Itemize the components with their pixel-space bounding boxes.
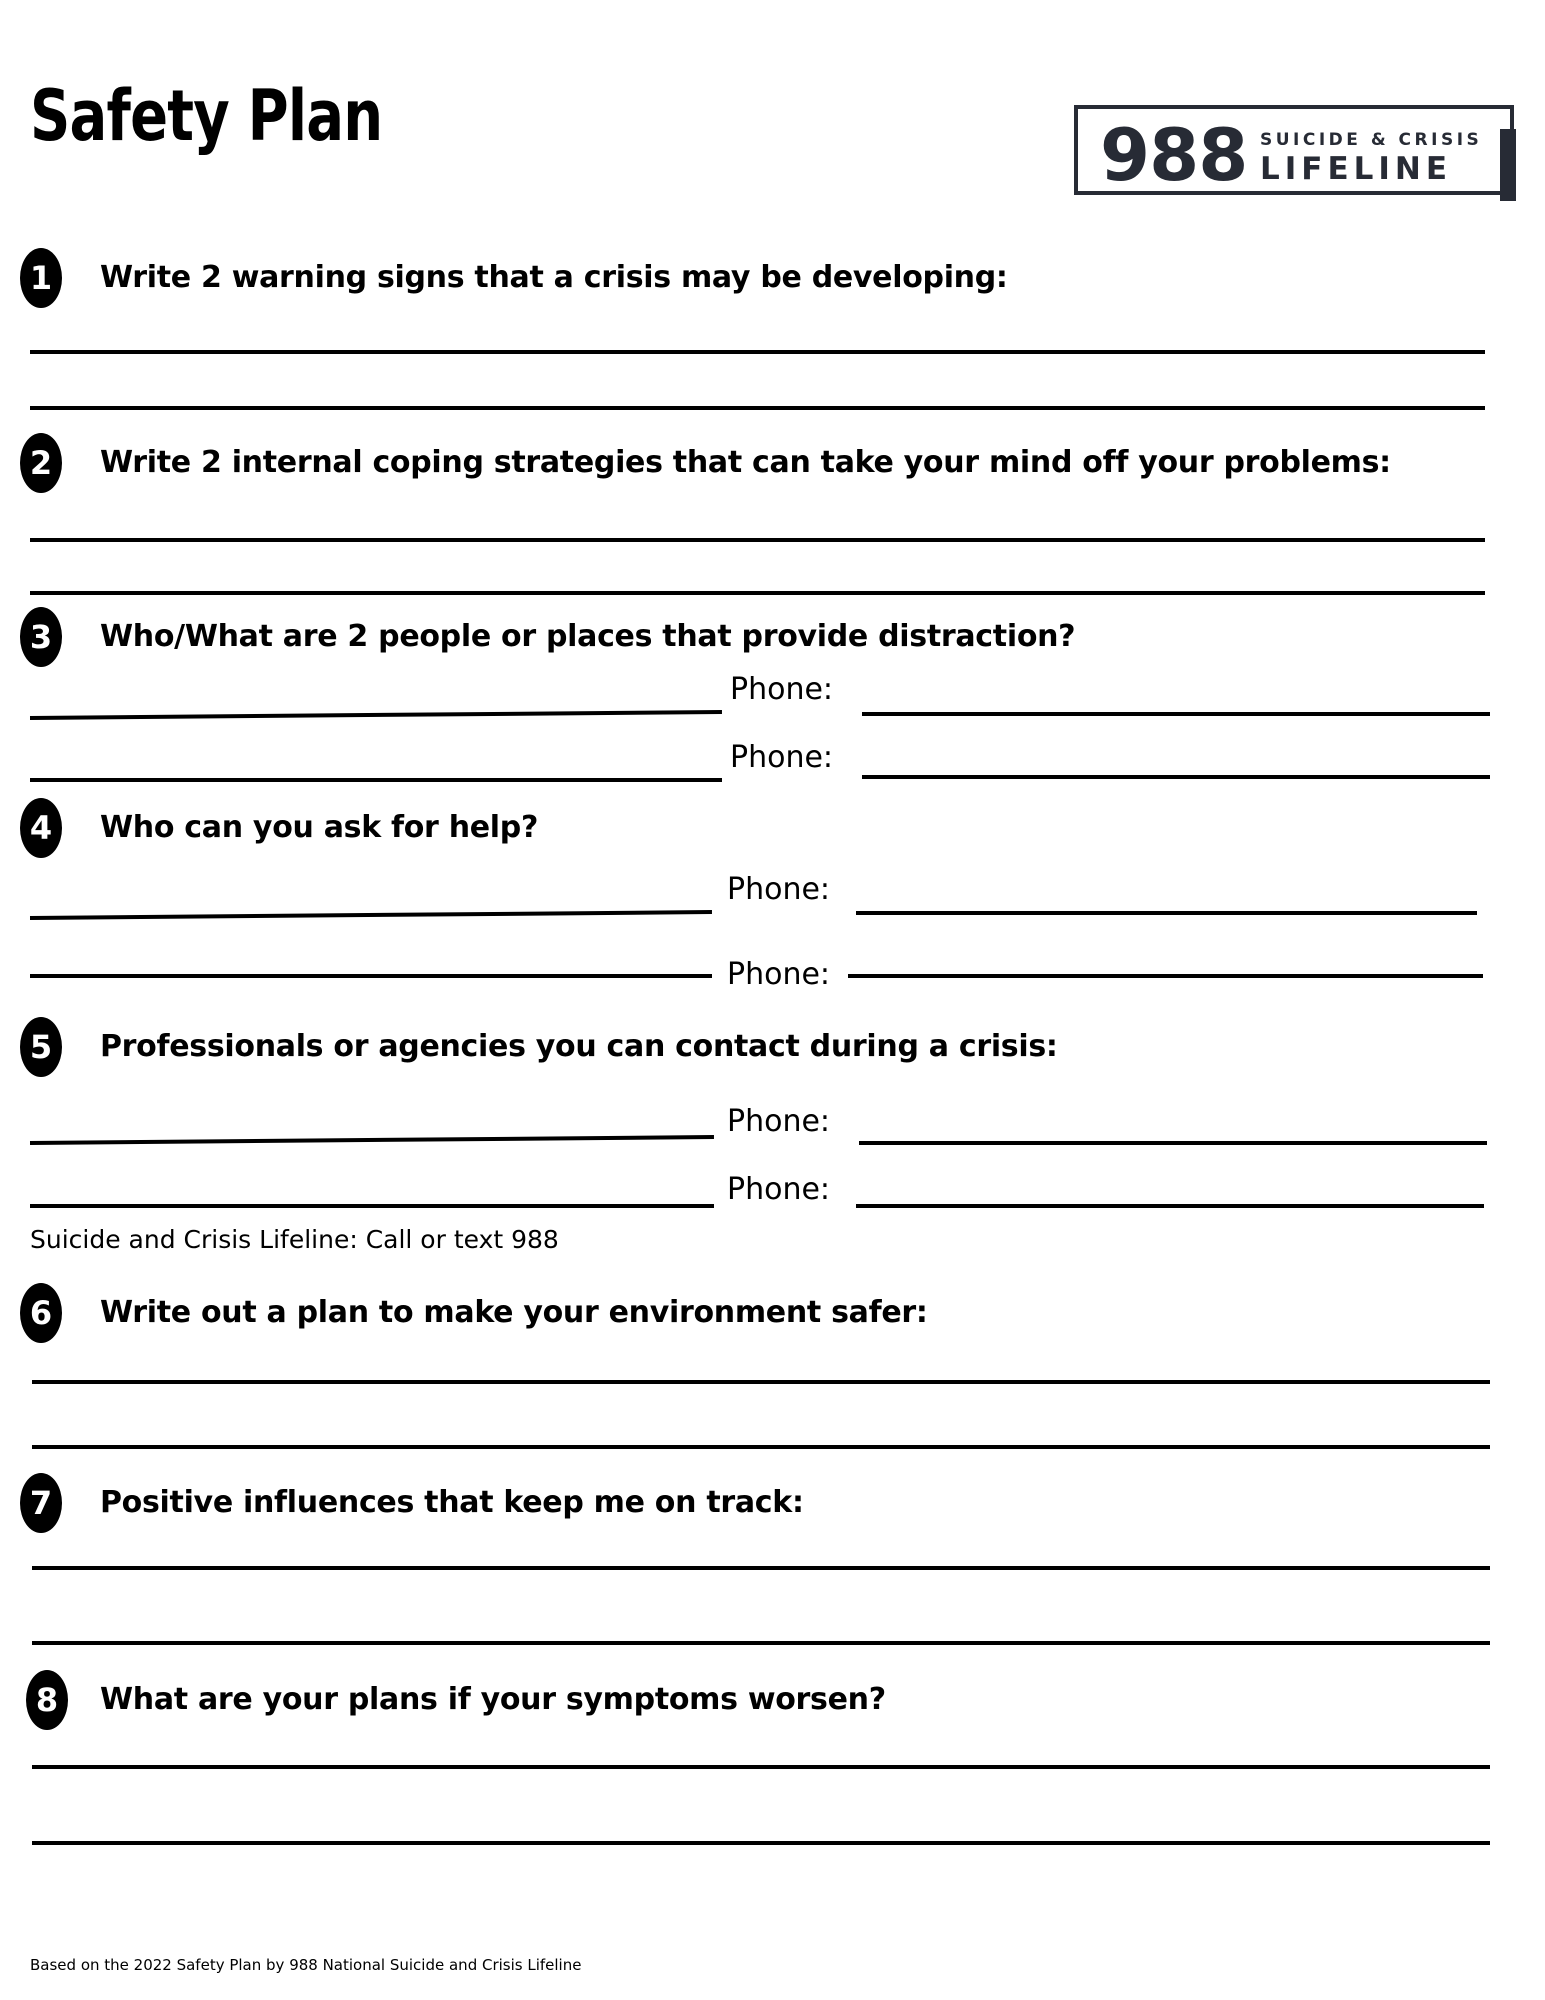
item-3-heading: Who/What are 2 people or places that provide distraction?: [100, 619, 1076, 654]
name-line: [30, 710, 722, 720]
name-line: [30, 974, 712, 978]
logo-taglines: [1260, 132, 1482, 185]
name-line: [30, 910, 712, 920]
item-2-heading: Write 2 internal coping strategies that can take your mind off your problems:: [100, 445, 1391, 480]
logo-tagline-bottom: LIFELINE: [1260, 151, 1453, 187]
item-7-heading: Positive influences that keep me on track:: [100, 1485, 804, 1520]
phone-line: [848, 974, 1483, 978]
phone-label: Phone:: [727, 1172, 831, 1207]
phone-label: Phone:: [730, 740, 834, 775]
answer-line: [32, 1841, 1490, 1845]
item-8-heading: What are your plans if your symptoms worsen?: [100, 1682, 886, 1717]
answer-line: [30, 591, 1485, 595]
answer-line: [30, 406, 1485, 410]
name-line: [30, 1204, 714, 1208]
logo-accent-bar: [1500, 129, 1516, 201]
item-2-number: 2: [20, 433, 62, 493]
phone-line: [862, 712, 1490, 716]
logo-tagline-top: SUICIDE & CRISIS: [1260, 130, 1483, 150]
page-title: Safety Plan: [30, 75, 383, 157]
item-7-number: 7: [20, 1473, 62, 1533]
answer-line: [32, 1380, 1490, 1384]
name-line: [30, 778, 722, 782]
item-4-heading: Who can you ask for help?: [100, 810, 539, 845]
item-1-heading: Write 2 warning signs that a crisis may be developing:: [100, 260, 1008, 295]
phone-line: [856, 1204, 1484, 1208]
name-line: [30, 1135, 714, 1145]
phone-label: Phone:: [727, 872, 831, 907]
phone-label: Phone:: [730, 672, 834, 707]
phone-line: [856, 911, 1477, 915]
attribution-footer: Based on the 2022 Safety Plan by 988 National Suicide and Crisis Lifeline: [30, 1956, 582, 1974]
logo-988-number: 988: [1100, 113, 1248, 197]
answer-line: [32, 1566, 1490, 1570]
answer-line: [32, 1765, 1490, 1769]
item-6-number: 6: [20, 1283, 62, 1343]
item-4-number: 4: [20, 798, 62, 858]
item-5-number: 5: [20, 1017, 62, 1077]
answer-line: [30, 538, 1485, 542]
answer-line: [30, 350, 1485, 354]
lifeline-note: Suicide and Crisis Lifeline: Call or text 988: [30, 1225, 559, 1254]
item-3-number: 3: [20, 607, 62, 667]
item-8-number: 8: [26, 1670, 68, 1730]
answer-line: [32, 1641, 1490, 1645]
item-5-heading: Professionals or agencies you can contact during a crisis:: [100, 1029, 1058, 1064]
phone-line: [859, 1141, 1487, 1145]
phone-line: [862, 775, 1490, 779]
lifeline-logo: [1074, 105, 1514, 195]
phone-label: Phone:: [727, 1104, 831, 1139]
item-6-heading: Write out a plan to make your environment safer:: [100, 1295, 928, 1330]
phone-label: Phone:: [727, 957, 831, 992]
item-1-number: 1: [20, 248, 62, 308]
answer-line: [32, 1445, 1490, 1449]
